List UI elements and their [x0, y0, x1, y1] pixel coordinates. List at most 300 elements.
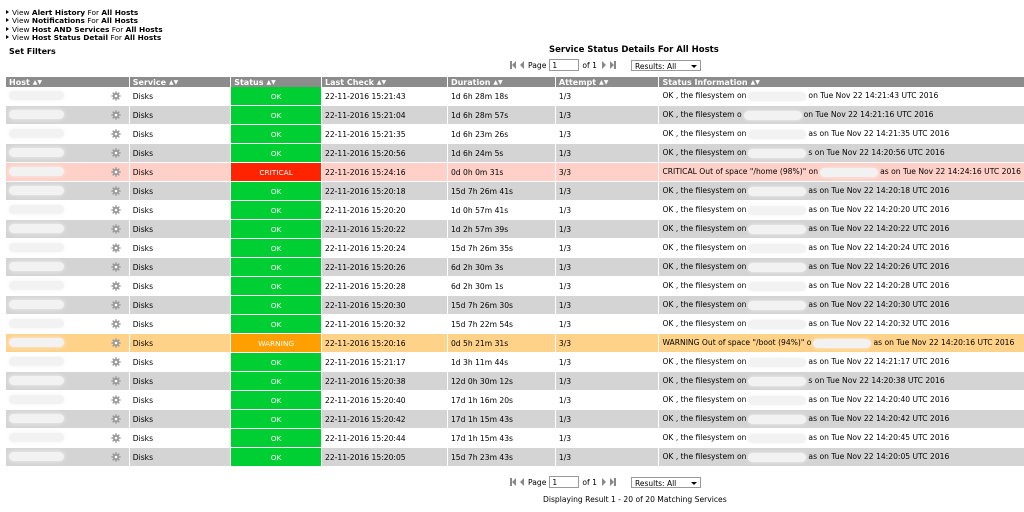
attempt-cell: 1/3: [556, 182, 659, 201]
redacted-path: [748, 206, 806, 215]
link-mid: For: [85, 8, 102, 17]
gear-icon[interactable]: [111, 281, 121, 291]
status-badge: OK: [231, 315, 321, 334]
duration-cell: 0d 5h 21m 31s: [448, 334, 555, 353]
last-check-cell: 22-11-2016 15:21:04: [322, 106, 447, 125]
status-info-cell: [659, 87, 1024, 106]
status-badge: OK: [231, 372, 321, 391]
host-name-redacted: [9, 110, 64, 119]
results-summary: Displaying Result 1 - 20 of 20 Matching Services: [543, 495, 727, 504]
host-name-redacted: [9, 319, 64, 328]
status-info-cell: [659, 315, 1024, 334]
redacted-path: [748, 320, 806, 329]
status-badge: CRITICAL: [231, 163, 321, 182]
redacted-path: [820, 168, 878, 177]
duration-cell: 6d 2h 30m 3s: [448, 258, 555, 277]
status-info-cell: [659, 220, 1024, 239]
link-prefix: View: [12, 24, 32, 34]
column-header[interactable]: [231, 77, 321, 87]
status-info-prefix: CRITICAL Out of space "/home (98%)" on: [662, 167, 819, 177]
gear-icon[interactable]: [111, 376, 121, 386]
gear-icon[interactable]: [111, 205, 121, 215]
service-name: Disks: [132, 433, 154, 443]
column-label: Last Check: [324, 77, 374, 87]
table-row: [6, 410, 1024, 429]
last-check-cell: 22-11-2016 15:20:30: [322, 296, 447, 315]
status-info-suffix: as on Tue Nov 22 14:20:40 UTC 2016: [808, 395, 950, 405]
gear-icon[interactable]: [111, 357, 121, 367]
column-header[interactable]: [448, 77, 555, 87]
attempt-cell: 3/3: [556, 334, 659, 353]
service-cell[interactable]: [130, 144, 230, 163]
service-name: Disks: [132, 129, 154, 139]
gear-icon[interactable]: [111, 300, 121, 310]
column-label: Service: [132, 77, 167, 87]
last-page-icon[interactable]: [610, 61, 616, 69]
column-header[interactable]: [322, 77, 447, 87]
gear-icon[interactable]: [111, 91, 121, 101]
host-name-redacted: [9, 338, 64, 347]
status-badge: OK: [231, 277, 321, 296]
service-cell[interactable]: [130, 87, 230, 106]
sort-arrows-icon[interactable]: ▲▼: [493, 78, 503, 86]
status-info-prefix: OK , the filesystem on: [662, 376, 747, 386]
last-check-cell: 22-11-2016 15:20:28: [322, 277, 447, 296]
table-row: [6, 163, 1024, 182]
redacted-path: [748, 396, 806, 405]
service-name: Disks: [132, 281, 154, 291]
service-cell[interactable]: [130, 410, 230, 429]
status-info-cell: [659, 334, 1024, 353]
last-check-cell: 22-11-2016 15:20:05: [322, 448, 447, 467]
arrow-right-icon: [6, 27, 9, 31]
service-cell[interactable]: [130, 125, 230, 144]
attempt-cell: 1/3: [556, 201, 659, 220]
duration-cell: 15d 7h 26m 41s: [448, 182, 555, 201]
status-info-suffix: as on Tue Nov 22 14:20:22 UTC 2016: [808, 224, 950, 234]
redacted-path: [748, 453, 806, 462]
gear-icon[interactable]: [111, 110, 121, 120]
status-info-suffix: as on Tue Nov 22 14:24:16 UTC 2016: [880, 167, 1021, 177]
sort-arrows-icon[interactable]: ▲▼: [32, 78, 43, 86]
sort-arrows-icon[interactable]: ▲▼: [169, 78, 179, 86]
host-name-redacted: [9, 357, 64, 366]
attempt-cell: 1/3: [556, 296, 659, 315]
column-label: Attempt: [558, 77, 597, 87]
link-prefix: View: [12, 8, 32, 17]
status-badge: OK: [231, 239, 321, 258]
results-select[interactable]: Results: All: [631, 60, 701, 71]
host-name-redacted: [9, 224, 64, 233]
attempt-cell: 1/3: [556, 220, 659, 239]
status-info-suffix: on Tue Nov 22 14:21:43 UTC 2016: [808, 91, 939, 101]
host-name-redacted: [9, 376, 64, 385]
status-info-cell: [659, 410, 1024, 429]
column-header[interactable]: [130, 77, 230, 87]
duration-cell: 1d 6h 23m 26s: [448, 125, 555, 144]
link-prefix: View: [12, 32, 32, 42]
status-info-suffix: on Tue Nov 22 14:21:16 UTC 2016: [803, 110, 934, 120]
first-page-icon[interactable]: [510, 478, 516, 486]
table-row: [6, 201, 1024, 220]
status-info-cell: [659, 391, 1024, 410]
status-info-cell: [659, 106, 1024, 125]
last-check-cell: 22-11-2016 15:20:38: [322, 372, 447, 391]
table-row: [6, 277, 1024, 296]
service-cell[interactable]: [130, 201, 230, 220]
attempt-cell: 1/3: [556, 448, 659, 467]
last-check-cell: 22-11-2016 15:20:42: [322, 410, 447, 429]
gear-icon[interactable]: [111, 433, 121, 443]
column-label: Duration: [450, 77, 491, 87]
status-badge: OK: [231, 125, 321, 144]
link-scope: All Hosts: [124, 32, 162, 42]
duration-cell: 15d 7h 26m 30s: [448, 296, 555, 315]
results-select[interactable]: Results: All: [631, 477, 701, 488]
status-info-cell: [659, 277, 1024, 296]
duration-cell: 17d 1h 16m 20s: [448, 391, 555, 410]
status-info-prefix: OK , the filesystem on: [662, 452, 747, 462]
redacted-path: [748, 434, 806, 443]
host-name-redacted: [9, 148, 64, 157]
status-info-suffix: as on Tue Nov 22 14:20:28 UTC 2016: [808, 281, 950, 291]
service-cell[interactable]: [130, 353, 230, 372]
attempt-cell: 1/3: [556, 239, 659, 258]
status-info-suffix: as on Tue Nov 22 14:20:42 UTC 2016: [808, 414, 950, 424]
host-name-redacted: [9, 414, 64, 423]
table-row: [6, 391, 1024, 410]
view-link[interactable]: [6, 34, 163, 42]
status-info-suffix: as on Tue Nov 22 14:21:17 UTC 2016: [808, 357, 950, 367]
redacted-path: [748, 244, 806, 253]
page-title: Service Status Details For All Hosts: [549, 45, 719, 55]
redacted-path: [748, 415, 806, 424]
service-cell[interactable]: [130, 182, 230, 201]
prev-page-icon[interactable]: [519, 478, 525, 486]
column-header[interactable]: [556, 77, 659, 87]
status-info-cell: [659, 372, 1024, 391]
status-info-prefix: OK , the filesystem on: [662, 186, 747, 196]
status-info-prefix: OK , the filesystem on: [662, 300, 747, 310]
service-name: Disks: [132, 452, 154, 462]
status-badge: OK: [231, 220, 321, 239]
duration-cell: 17d 1h 15m 43s: [448, 429, 555, 448]
status-badge: OK: [231, 201, 321, 220]
gear-icon[interactable]: [111, 414, 121, 424]
status-info-suffix: s on Tue Nov 22 14:20:56 UTC 2016: [808, 148, 945, 158]
page-input[interactable]: [549, 476, 579, 488]
status-info-cell: [659, 163, 1024, 182]
attempt-cell: 1/3: [556, 87, 659, 106]
host-name-redacted: [9, 129, 64, 138]
status-info-suffix: as on Tue Nov 22 14:20:20 UTC 2016: [808, 205, 950, 215]
of-pages-label: of 1: [582, 60, 597, 70]
service-name: Disks: [132, 205, 154, 215]
status-info-suffix: as on Tue Nov 22 14:20:16 UTC 2016: [873, 338, 1015, 348]
status-info-suffix: as on Tue Nov 22 14:20:18 UTC 2016: [808, 186, 950, 196]
service-cell[interactable]: [130, 277, 230, 296]
service-cell[interactable]: [130, 391, 230, 410]
table-row: [6, 334, 1024, 353]
status-info-cell: [659, 258, 1024, 277]
host-name-redacted: [9, 433, 64, 442]
attempt-cell: 1/3: [556, 391, 659, 410]
link-target: Notifications: [31, 16, 85, 26]
page-label: Page: [528, 477, 547, 487]
status-badge: OK: [231, 296, 321, 315]
attempt-cell: 1/3: [556, 353, 659, 372]
column-header[interactable]: [659, 77, 1024, 87]
attempt-cell: 1/3: [556, 144, 659, 163]
status-badge: OK: [231, 410, 321, 429]
duration-cell: 12d 0h 30m 12s: [448, 372, 555, 391]
gear-icon[interactable]: [111, 262, 121, 272]
redacted-path: [813, 339, 871, 348]
status-info-suffix: as on Tue Nov 22 14:20:05 UTC 2016: [808, 452, 950, 462]
of-pages-label: of 1: [582, 477, 597, 487]
status-info-cell: [659, 182, 1024, 201]
duration-cell: 1d 6h 28m 18s: [448, 87, 555, 106]
status-info-cell: [659, 201, 1024, 220]
link-mid: For: [109, 24, 126, 34]
link-target: Host Status Detail: [31, 32, 109, 42]
redacted-path: [748, 358, 806, 367]
last-page-icon[interactable]: [610, 478, 616, 486]
last-check-cell: 22-11-2016 15:20:40: [322, 391, 447, 410]
table-row: [6, 144, 1024, 163]
status-info-suffix: as on Tue Nov 22 14:20:26 UTC 2016: [808, 262, 950, 272]
arrow-right-icon: [6, 10, 9, 14]
attempt-cell: 3/3: [556, 163, 659, 182]
last-check-cell: 22-11-2016 15:20:24: [322, 239, 447, 258]
service-name: Disks: [132, 357, 154, 367]
service-name: Disks: [132, 186, 154, 196]
service-cell[interactable]: [130, 372, 230, 391]
view-links: [6, 9, 163, 42]
table-row: [6, 353, 1024, 372]
gear-icon[interactable]: [111, 129, 121, 139]
service-name: Disks: [132, 167, 154, 177]
sort-arrows-icon[interactable]: ▲▼: [599, 78, 609, 86]
table-row: [6, 220, 1024, 239]
status-info-prefix: OK , the filesystem on: [662, 414, 747, 424]
service-name: Disks: [132, 243, 154, 253]
host-name-redacted: [9, 205, 64, 214]
table-row: [6, 87, 1024, 106]
redacted-path: [748, 301, 806, 310]
column-label: Status: [234, 77, 264, 87]
sort-arrows-icon[interactable]: ▲▼: [266, 78, 276, 86]
gear-icon[interactable]: [111, 338, 121, 348]
last-check-cell: 22-11-2016 15:21:43: [322, 87, 447, 106]
service-name: Disks: [132, 319, 154, 329]
attempt-cell: 1/3: [556, 410, 659, 429]
status-info-prefix: OK , the filesystem on: [662, 224, 747, 234]
service-name: Disks: [132, 262, 154, 272]
next-page-icon[interactable]: [601, 61, 607, 69]
gear-icon[interactable]: [111, 452, 121, 462]
host-name-redacted: [9, 281, 64, 290]
status-info-cell: [659, 353, 1024, 372]
host-name-redacted: [9, 186, 64, 195]
status-info-prefix: OK , the filesystem on: [662, 91, 747, 101]
first-page-icon[interactable]: [510, 61, 516, 69]
status-info-prefix: OK , the filesystem on: [662, 433, 747, 443]
status-info-cell: [659, 125, 1024, 144]
service-cell[interactable]: [130, 163, 230, 182]
page-label: Page: [528, 60, 547, 70]
status-info-suffix: as on Tue Nov 22 14:20:30 UTC 2016: [808, 300, 950, 310]
column-header[interactable]: [6, 77, 129, 87]
redacted-path: [748, 263, 806, 272]
table-row: [6, 315, 1024, 334]
link-scope: All Hosts: [101, 8, 139, 17]
status-badge: WARNING: [231, 334, 321, 353]
status-badge: OK: [231, 448, 321, 467]
attempt-cell: 1/3: [556, 277, 659, 296]
host-name-redacted: [9, 167, 64, 176]
status-info-prefix: OK , the filesystem on: [662, 262, 747, 272]
service-cell[interactable]: [130, 429, 230, 448]
service-name: Disks: [132, 395, 154, 405]
service-name: Disks: [132, 300, 154, 310]
duration-cell: 1d 6h 24m 5s: [448, 144, 555, 163]
prev-page-icon[interactable]: [519, 61, 525, 69]
link-mid: For: [108, 32, 125, 42]
gear-icon[interactable]: [111, 243, 121, 253]
arrow-right-icon: [6, 35, 9, 39]
redacted-path: [748, 130, 806, 139]
status-info-suffix: as on Tue Nov 22 14:20:32 UTC 2016: [808, 319, 950, 329]
service-status-table: [5, 77, 1024, 467]
status-info-cell: [659, 296, 1024, 315]
last-check-cell: 22-11-2016 15:20:56: [322, 144, 447, 163]
duration-cell: 1d 6h 28m 57s: [448, 106, 555, 125]
duration-cell: 0d 0h 0m 31s: [448, 163, 555, 182]
link-target: Alert History: [31, 8, 86, 17]
host-name-redacted: [9, 395, 64, 404]
duration-cell: 1d 2h 57m 39s: [448, 220, 555, 239]
status-badge: OK: [231, 144, 321, 163]
page-input[interactable]: [549, 59, 579, 71]
service-cell[interactable]: [130, 315, 230, 334]
attempt-cell: 1/3: [556, 258, 659, 277]
pager-top: [510, 58, 701, 72]
table-row: [6, 258, 1024, 277]
duration-cell: 15d 7h 26m 35s: [448, 239, 555, 258]
redacted-path: [748, 149, 806, 158]
sort-arrows-icon[interactable]: ▲▼: [750, 78, 760, 86]
table-row: [6, 372, 1024, 391]
duration-cell: 6d 2h 30m 1s: [448, 277, 555, 296]
redacted-path: [748, 187, 806, 196]
status-info-prefix: OK , the filesystem on: [662, 395, 747, 405]
status-badge: OK: [231, 429, 321, 448]
attempt-cell: 1/3: [556, 372, 659, 391]
sort-arrows-icon[interactable]: ▲▼: [376, 78, 387, 86]
last-check-cell: 22-11-2016 15:20:26: [322, 258, 447, 277]
status-info-prefix: OK , the filesystem o: [662, 110, 742, 120]
table-row: [6, 448, 1024, 467]
status-info-prefix: OK , the filesystem on: [662, 243, 747, 253]
host-name-redacted: [9, 262, 64, 271]
last-check-cell: 22-11-2016 15:20:18: [322, 182, 447, 201]
service-cell[interactable]: [130, 239, 230, 258]
service-name: Disks: [132, 376, 154, 386]
duration-cell: 17d 1h 15m 43s: [448, 410, 555, 429]
status-info-prefix: OK , the filesystem on: [662, 148, 747, 158]
gear-icon[interactable]: [111, 224, 121, 234]
redacted-path: [744, 111, 802, 120]
attempt-cell: 1/3: [556, 125, 659, 144]
service-cell[interactable]: [130, 106, 230, 125]
link-mid: For: [84, 16, 102, 26]
set-filters-link[interactable]: Set Filters: [9, 47, 56, 56]
service-name: Disks: [132, 338, 154, 348]
last-check-cell: 22-11-2016 15:21:35: [322, 125, 447, 144]
link-scope: All Hosts: [125, 24, 163, 34]
arrow-right-icon: [6, 18, 9, 22]
status-badge: OK: [231, 182, 321, 201]
gear-icon[interactable]: [111, 148, 121, 158]
status-info-cell: [659, 448, 1024, 467]
service-cell[interactable]: [130, 296, 230, 315]
redacted-path: [748, 282, 806, 291]
status-info-cell: [659, 239, 1024, 258]
host-name-redacted: [9, 452, 64, 461]
status-info-prefix: OK , the filesystem on: [662, 129, 747, 139]
status-badge: OK: [231, 106, 321, 125]
status-badge: OK: [231, 391, 321, 410]
status-info-prefix: WARNING Out of space "/boot (94%)" o: [662, 338, 812, 348]
status-info-suffix: s on Tue Nov 22 14:20:38 UTC 2016: [808, 376, 945, 386]
last-check-cell: 22-11-2016 15:24:16: [322, 163, 447, 182]
last-check-cell: 22-11-2016 15:20:16: [322, 334, 447, 353]
last-check-cell: 22-11-2016 15:21:17: [322, 353, 447, 372]
status-info-prefix: OK , the filesystem on: [662, 357, 747, 367]
gear-icon[interactable]: [111, 395, 121, 405]
attempt-cell: 1/3: [556, 429, 659, 448]
next-page-icon[interactable]: [601, 478, 607, 486]
service-cell[interactable]: [130, 448, 230, 467]
gear-icon[interactable]: [111, 319, 121, 329]
service-cell[interactable]: [130, 220, 230, 239]
duration-cell: 1d 0h 57m 41s: [448, 201, 555, 220]
attempt-cell: 1/3: [556, 315, 659, 334]
service-name: Disks: [132, 148, 154, 158]
service-cell[interactable]: [130, 334, 230, 353]
status-badge: OK: [231, 258, 321, 277]
status-info-prefix: OK , the filesystem on: [662, 205, 747, 215]
gear-icon[interactable]: [111, 167, 121, 177]
last-check-cell: 22-11-2016 15:20:32: [322, 315, 447, 334]
host-name-redacted: [9, 243, 64, 252]
link-prefix: View: [12, 16, 32, 26]
service-name: Disks: [132, 224, 154, 234]
service-cell[interactable]: [130, 258, 230, 277]
duration-cell: 1d 3h 11m 44s: [448, 353, 555, 372]
last-check-cell: 22-11-2016 15:20:44: [322, 429, 447, 448]
status-badge: OK: [231, 87, 321, 106]
table-row: [6, 239, 1024, 258]
gear-icon[interactable]: [111, 186, 121, 196]
redacted-path: [748, 225, 806, 234]
duration-cell: 15d 7h 22m 54s: [448, 315, 555, 334]
pager-bottom: [510, 475, 701, 489]
table-row: [6, 429, 1024, 448]
last-check-cell: 22-11-2016 15:20:20: [322, 201, 447, 220]
table-row: [6, 125, 1024, 144]
